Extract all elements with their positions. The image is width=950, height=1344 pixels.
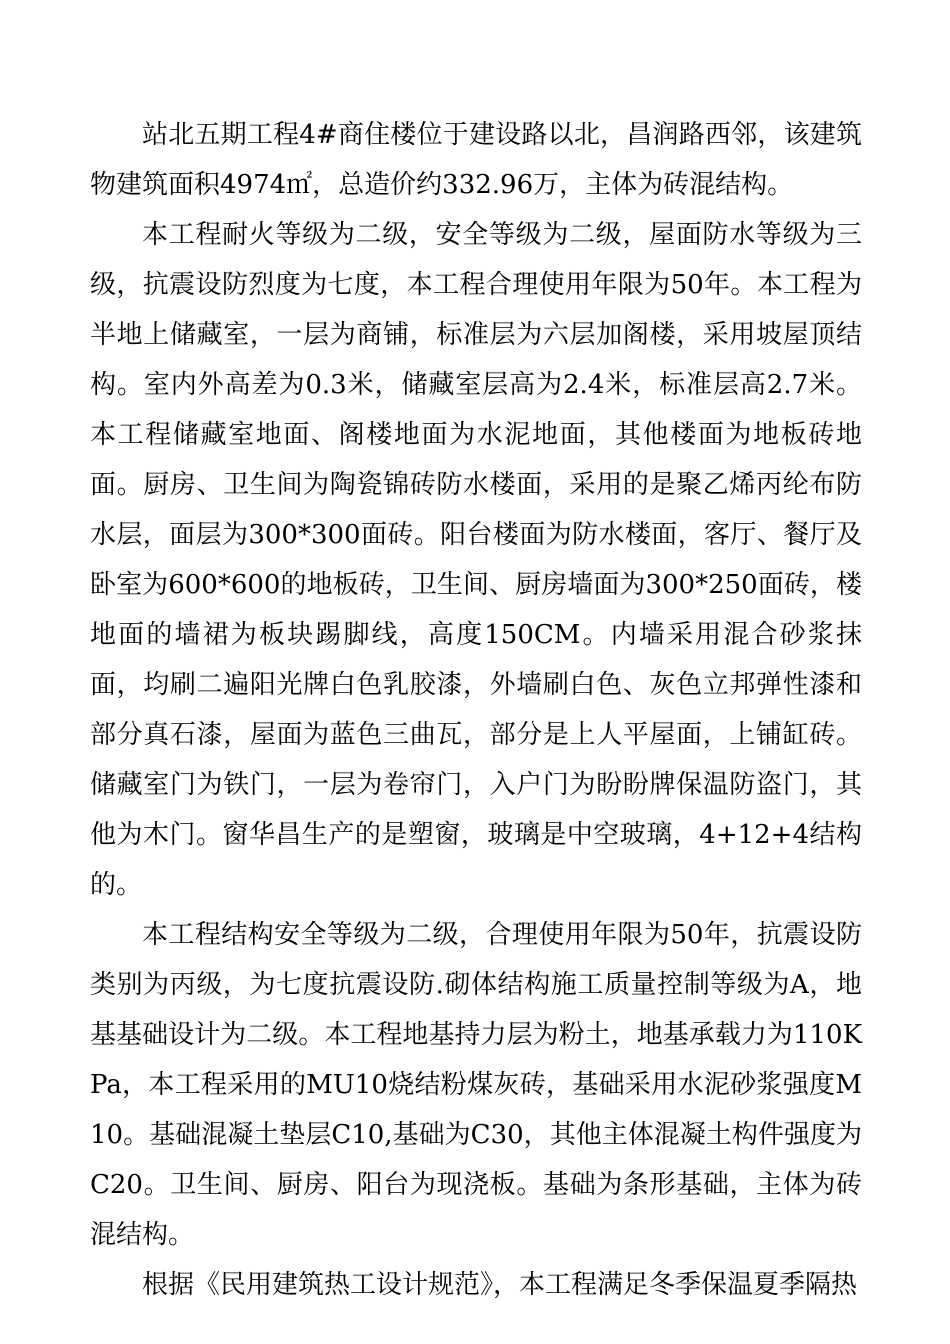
paragraph-thermal-design: 根据《民用建筑热工设计规范》，本工程满足冬季保温夏季隔热 — [142, 1270, 858, 1300]
paragraph-project-overview: 站北五期工程4#商住楼位于建设路以北，昌润路西邻，该建筑物建筑面积4974㎡，总造价约332.96万，主体为砖混结构。 — [90, 120, 862, 200]
paragraph-structural-specs: 本工程结构安全等级为二级，合理使用年限为50年，抗震设防类别为丙级，为七度抗震设防.砌体结构施工质量控制等级为A，地基基础设计为二级。本工程地基持力层为粉土，地基承载力为110KPa，本工程采用的MU10烧结粉煤灰砖，基础采用水泥砂浆强度M10。基础混凝土垫层C10,基础为C30，其他主体混凝土构件强度为C20。卫生间、厨房、阳台为现浇板。基础为条形基础，主体为砖混结构。 — [90, 920, 862, 1250]
paragraph-building-specs: 本工程耐火等级为二级，安全等级为二级，屋面防水等级为三级，抗震设防烈度为七度，本工程合理使用年限为50年。本工程为半地上储藏室，一层为商铺，标准层为六层加阁楼，采用坡屋顶结构。室内外高差为0.3米，储藏室层高为2.4米，标准层高2.7米。本工程储藏室地面、阁楼地面为水泥地面，其他楼面为地板砖地面。厨房、卫生间为陶瓷锦砖防水楼面，采用的是聚乙烯丙纶布防水层，面层为300*300面砖。阳台楼面为防水楼面，客厅、餐厅及卧室为600*600的地板砖，卫生间、厨房墙面为300*250面砖，楼地面的墙裙为板块踢脚线，高度150CM。内墙采用混合砂浆抹面，均刷二遍阳光牌白色乳胶漆，外墙刷白色、灰色立邦弹性漆和部分真石漆，屋面为蓝色三曲瓦，部分是上人平屋面，上铺缸砖。储藏室门为铁门，一层为卷帘门，入户门为盼盼牌保温防盗门，其他为木门。窗华昌生产的是塑窗，玻璃是中空玻璃，4+12+4结构的。 — [90, 220, 862, 900]
document-body — [90, 110, 862, 1310]
